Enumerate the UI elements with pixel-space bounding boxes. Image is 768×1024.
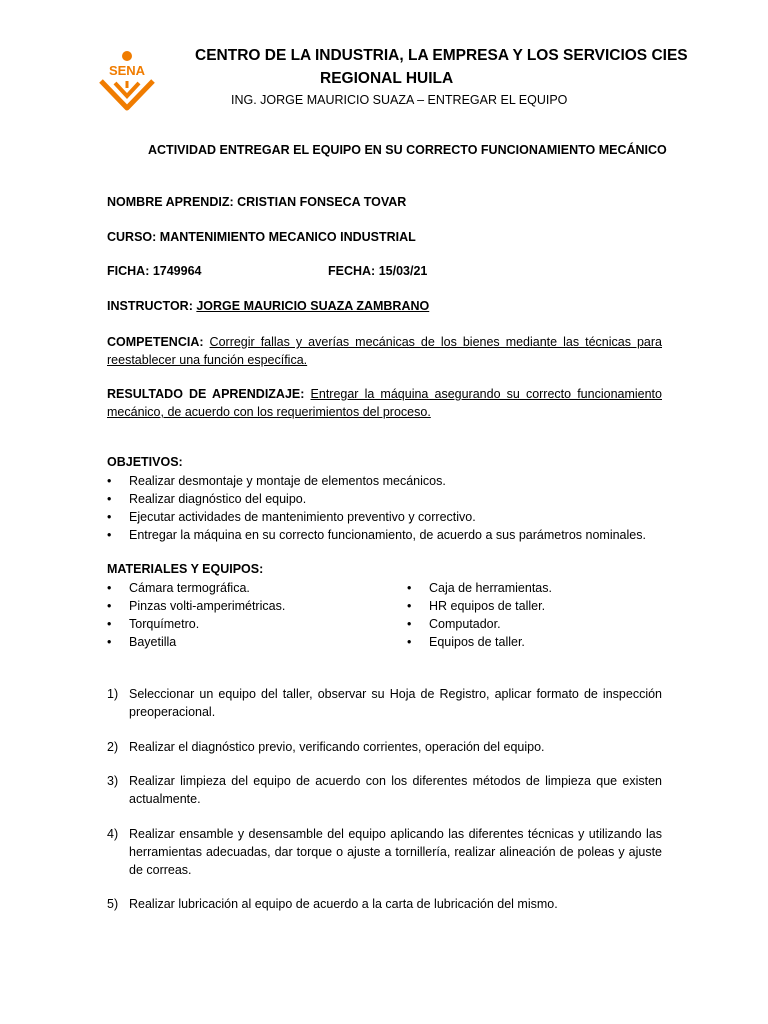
fecha: FECHA: 15/03/21 bbox=[328, 264, 428, 278]
step-1 bbox=[107, 685, 662, 721]
sena-logo bbox=[96, 48, 158, 112]
ficha: FICHA: 1749964 bbox=[107, 264, 202, 278]
resultado-label: RESULTADO DE APRENDIZAJE: bbox=[107, 387, 311, 401]
list-item: • Pinzas volti-amperimétricas. bbox=[107, 599, 286, 613]
objetivos-heading: OBJETIVOS: bbox=[107, 455, 183, 469]
logo-text: SENA bbox=[108, 63, 146, 78]
step-number: 4) bbox=[107, 827, 119, 841]
step-text: Realizar limpieza del equipo de acuerdo con los diferentes métodos de limpieza que existen actualmente. bbox=[129, 774, 662, 806]
list-item: • Ejecutar actividades de mantenimiento preventivo y correctivo. bbox=[107, 510, 476, 524]
objetivos-list bbox=[107, 472, 646, 544]
step-text: Realizar el diagnóstico previo, verificando corrientes, operación del equipo. bbox=[129, 740, 545, 754]
bullet-icon: • bbox=[407, 617, 412, 631]
step-4 bbox=[107, 825, 662, 879]
step-5 bbox=[107, 895, 662, 913]
bullet-icon: • bbox=[407, 581, 412, 595]
bullet-icon: • bbox=[407, 635, 412, 649]
step-3 bbox=[107, 772, 662, 808]
bullet-icon: • bbox=[107, 617, 112, 631]
bullet-icon: • bbox=[107, 492, 112, 506]
bullet-icon: • bbox=[107, 635, 112, 649]
instructor-name: JORGE MAURICIO SUAZA ZAMBRANO bbox=[196, 299, 430, 313]
header-engineer-line: ING. JORGE MAURICIO SUAZA – ENTREGAR EL EQUIPO bbox=[231, 93, 568, 107]
list-item: • HR equipos de taller. bbox=[407, 599, 546, 613]
list-item: • Caja de herramientas. bbox=[407, 581, 552, 595]
step-text: Realizar lubricación al equipo de acuerdo a la carta de lubricación del mismo. bbox=[129, 897, 558, 911]
curso: CURSO: MANTENIMIENTO MECANICO INDUSTRIAL bbox=[107, 230, 416, 244]
header-subtitle: REGIONAL HUILA bbox=[320, 70, 454, 87]
step-number: 2) bbox=[107, 740, 119, 754]
step-number: 5) bbox=[107, 897, 119, 911]
bullet-icon: • bbox=[407, 599, 412, 613]
activity-title: ACTIVIDAD ENTREGAR EL EQUIPO EN SU CORRECTO FUNCIONAMIENTO MECÁNICO bbox=[148, 143, 667, 157]
list-item: • Cámara termográfica. bbox=[107, 581, 250, 595]
bullet-icon: • bbox=[107, 599, 112, 613]
bullet-icon: • bbox=[107, 510, 112, 524]
competencia bbox=[107, 333, 662, 369]
bullet-icon: • bbox=[107, 474, 112, 488]
materiales-heading: MATERIALES Y EQUIPOS: bbox=[107, 562, 264, 576]
step-number: 3) bbox=[107, 774, 119, 788]
instructor-label: INSTRUCTOR: bbox=[107, 299, 197, 313]
list-item: • Realizar diagnóstico del equipo. bbox=[107, 492, 307, 506]
list-item: • Torquímetro. bbox=[107, 617, 200, 631]
step-text: Realizar ensamble y desensamble del equipo aplicando las diferentes técnicas y utilizando las herramientas adecuadas, dar torque o ajuste a tornillería, realizar alineación de poleas y ajuste de correas. bbox=[129, 827, 662, 877]
materiales-list-right bbox=[407, 579, 552, 651]
step-number: 1) bbox=[107, 687, 119, 701]
list-item: • Equipos de taller. bbox=[407, 635, 525, 649]
step-text: Seleccionar un equipo del taller, observar su Hoja de Registro, aplicar formato de inspección preoperacional. bbox=[129, 687, 662, 719]
list-item: • Realizar desmontaje y montaje de elementos mecánicos. bbox=[107, 474, 446, 488]
header-title: CENTRO DE LA INDUSTRIA, LA EMPRESA Y LOS SERVICIOS CIES bbox=[195, 47, 688, 64]
instructor bbox=[107, 299, 429, 313]
competencia-label: COMPETENCIA: bbox=[107, 335, 210, 349]
resultado-aprendizaje bbox=[107, 385, 662, 421]
step-2 bbox=[107, 738, 662, 756]
list-item: • Bayetilla bbox=[107, 635, 177, 649]
resultado-text: Entregar la máquina asegurando su correcto funcionamiento mecánico, de acuerdo con los requerimientos del proceso. bbox=[107, 387, 662, 419]
materiales-list-left bbox=[107, 579, 285, 651]
list-item: • Computador. bbox=[407, 617, 501, 631]
nombre-aprendiz: NOMBRE APRENDIZ: CRISTIAN FONSECA TOVAR bbox=[107, 195, 407, 209]
bullet-icon: • bbox=[107, 528, 112, 542]
list-item: • Entregar la máquina en su correcto funcionamiento, de acuerdo a sus parámetros nominales. bbox=[107, 528, 646, 542]
competencia-text: Corregir fallas y averías mecánicas de los bienes mediante las técnicas para reestablecer una función específica. bbox=[107, 335, 663, 367]
bullet-icon: • bbox=[107, 581, 112, 595]
